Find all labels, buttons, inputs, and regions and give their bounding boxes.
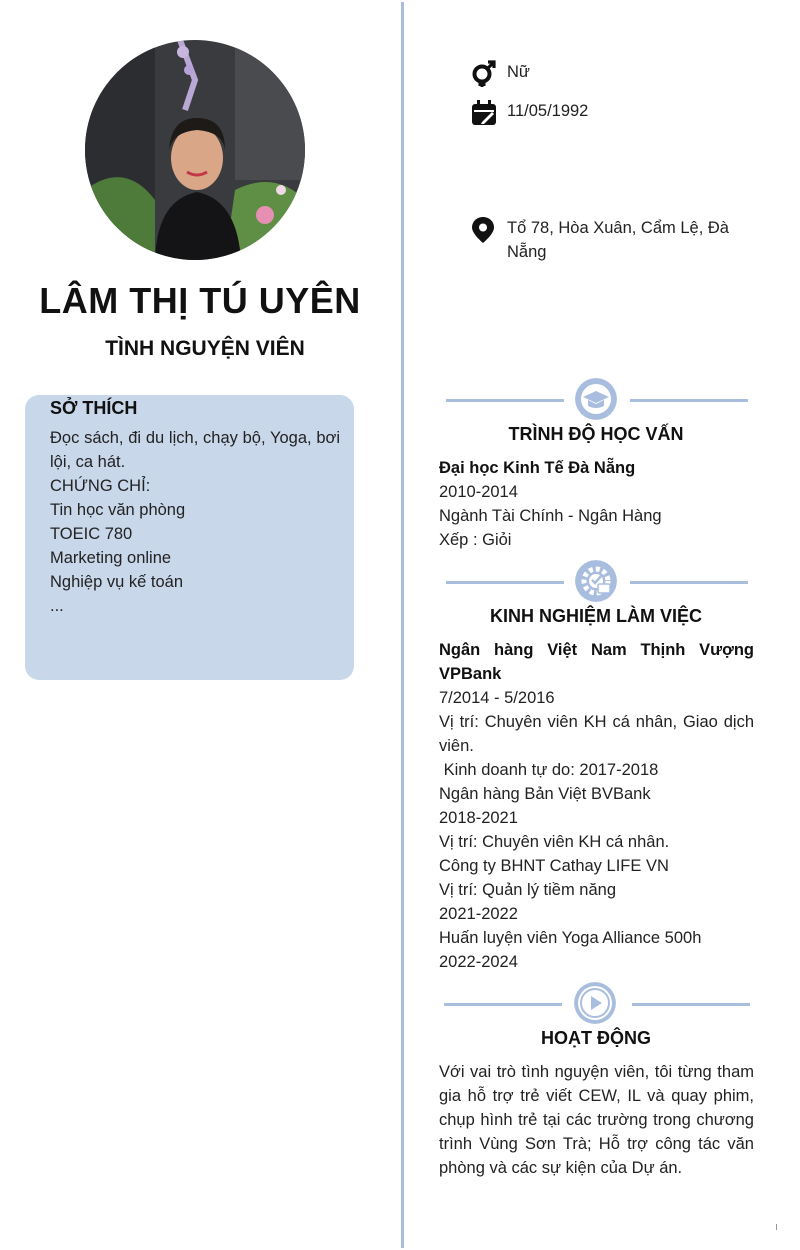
experience-line: Vị trí: Quản lý tiềm năng xyxy=(439,881,616,899)
experience-line: 2021-2022 xyxy=(439,905,518,923)
gender-icon xyxy=(470,60,498,88)
experience-line: 2018-2021 xyxy=(439,809,518,827)
section-rule xyxy=(446,399,564,402)
experience-content xyxy=(439,638,754,974)
education-years: 2010-2014 xyxy=(439,483,518,501)
gender-value: Nữ xyxy=(507,63,530,81)
experience-line: 7/2014 - 5/2016 xyxy=(439,689,555,707)
education-content xyxy=(439,456,754,552)
job-title: TÌNH NGUYỆN VIÊN xyxy=(105,337,305,360)
graduation-cap-icon xyxy=(575,378,617,420)
address-value: Tổ 78, Hòa Xuân, Cẩm Lệ, Đà Nẵng xyxy=(507,219,729,261)
experience-company: Ngân hàng Việt Nam Thịnh Vượng VPBank xyxy=(439,641,754,683)
experience-line: Vị trí: Chuyên viên KH cá nhân, Giao dịch viên. xyxy=(439,713,754,755)
activities-title: HOẠT ĐỘNG xyxy=(541,1028,651,1048)
certificate-item: Marketing online xyxy=(50,549,172,567)
section-rule xyxy=(630,399,748,402)
certificate-item: Tin học văn phòng xyxy=(50,501,186,519)
education-title: TRÌNH ĐỘ HỌC VẤN xyxy=(508,424,684,444)
education-major: Ngành Tài Chính - Ngân Hàng xyxy=(439,507,662,525)
education-grade: Xếp : Giỏi xyxy=(439,531,512,549)
experience-line: Ngân hàng Bản Việt BVBank xyxy=(439,785,651,803)
hobbies-description: Đọc sách, đi du lịch, chạy bộ, Yoga, bơi lội, ca hát. xyxy=(50,429,340,471)
experience-line: Kinh doanh tự do: 2017-2018 xyxy=(439,761,659,779)
experience-title: KINH NGHIỆM LÀM VIỆC xyxy=(489,606,702,626)
full-name: LÂM THỊ TÚ UYÊN xyxy=(39,280,361,321)
experience-line: Vị trí: Chuyên viên KH cá nhân. xyxy=(439,833,670,851)
section-rule xyxy=(632,1003,750,1006)
certificates-heading: CHỨNG CHỈ: xyxy=(50,477,151,495)
gear-briefcase-icon xyxy=(575,560,617,602)
location-pin-icon xyxy=(470,216,498,244)
experience-line: 2022-2024 xyxy=(439,953,518,971)
section-rule xyxy=(446,581,564,584)
certificate-item: Nghiệp vụ kế toán xyxy=(50,573,184,591)
section-rule xyxy=(630,581,748,584)
certificate-item: TOEIC 780 xyxy=(50,525,133,543)
play-icon xyxy=(574,982,616,1024)
column-divider xyxy=(401,2,404,1248)
page-mark xyxy=(776,1224,777,1230)
experience-line: Huấn luyện viên Yoga Alliance 500h xyxy=(439,929,702,947)
experience-line: Công ty BHNT Cathay LIFE VN xyxy=(439,857,669,875)
school-name: Đại học Kinh Tế Đà Nẵng xyxy=(439,459,636,477)
birthdate-value: 11/05/1992 xyxy=(507,102,589,120)
certificate-item: ... xyxy=(50,597,64,615)
profile-photo xyxy=(85,40,305,260)
hobbies-content xyxy=(50,426,340,618)
calendar-icon xyxy=(470,99,498,127)
hobbies-title: SỞ THÍCH xyxy=(50,398,138,418)
section-rule xyxy=(444,1003,562,1006)
activities-text: Với vai trò tình nguyện viên, tôi từng tham gia hỗ trợ trẻ viết CEW, IL và quay phim, chụp hình trẻ tại các trường trong chương trình Vùng Sơn Trà; Hỗ trợ công tác văn phòng và các sự kiện của Dự án. xyxy=(439,1063,754,1177)
